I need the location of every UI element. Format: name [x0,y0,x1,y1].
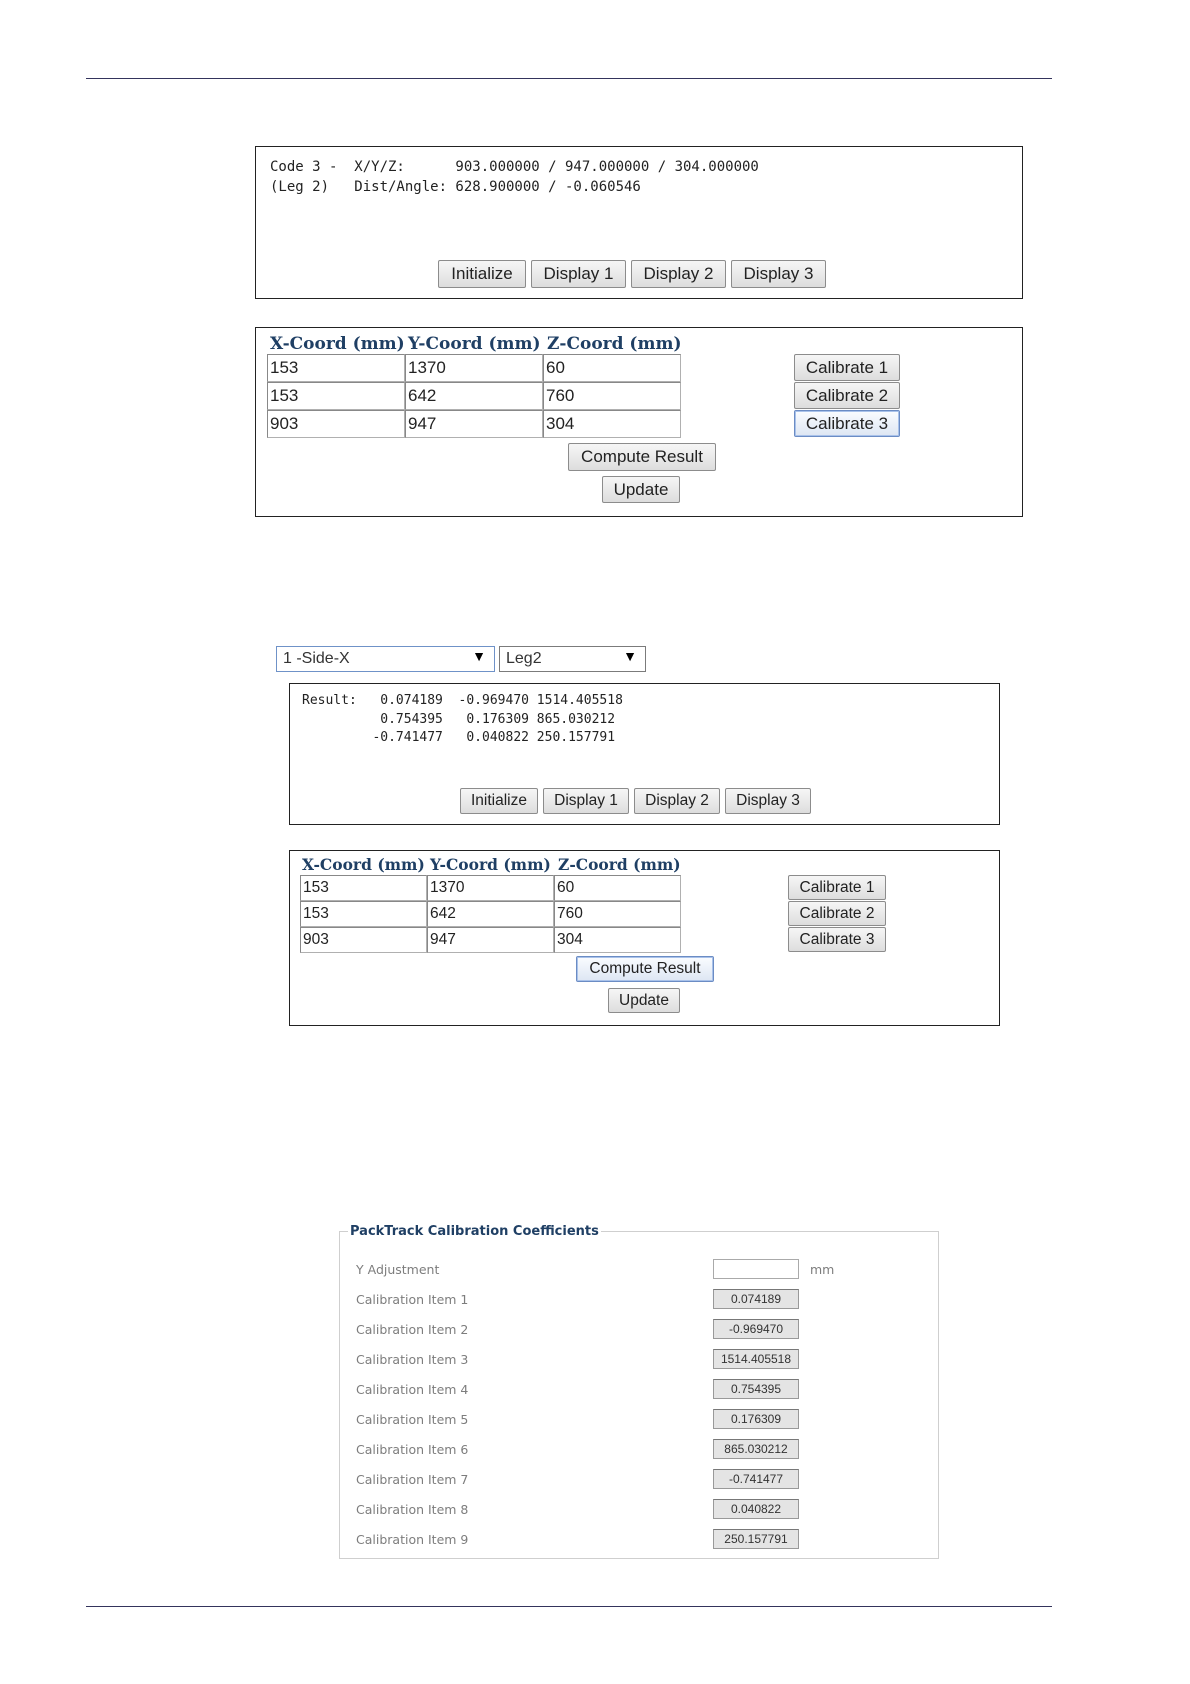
leg-select-value: Leg2 [506,650,542,667]
calibration-item-value: 250.157791 [713,1529,799,1549]
coordinate-headers [270,334,682,354]
x-coord-input[interactable]: 153 [267,382,405,410]
initialize-button[interactable]: Initialize [460,788,538,814]
calibration-item-label: Calibration Item 4 [356,1382,469,1397]
calibration-item-row [340,1529,938,1551]
calibrate-2-button[interactable]: Calibrate 2 [788,901,886,926]
result-output-text: Result: 0.074189 -0.969470 1514.405518 0.754395 0.176309 865.030212 -0.741477 0.040822 250.157791 [302,693,623,745]
calibrate-3-button[interactable]: Calibrate 3 [794,410,900,437]
calibration-item-value: 0.040822 [713,1499,799,1519]
packtrack-legend: PackTrack Calibration Coefficients [350,1224,599,1239]
calibration-item-value: -0.969470 [713,1319,799,1339]
display-2-button[interactable]: Display 2 [634,788,720,814]
initialize-button[interactable]: Initialize [438,260,526,288]
y-coord-header: Y-Coord (mm) [430,855,551,874]
coordinate-form-panel-2 [289,850,1000,1026]
y-coord-input[interactable]: 947 [427,927,554,953]
calibrate-2-button[interactable]: Calibrate 2 [794,382,900,409]
compute-result-button[interactable]: Compute Result [576,956,714,982]
y-coord-header: Y-Coord (mm) [408,334,541,354]
update-button[interactable]: Update [602,476,680,503]
z-coord-input[interactable]: 304 [554,927,681,953]
top-rule [86,78,1052,79]
console-output-panel-1 [255,146,1023,299]
y-coord-input[interactable]: 1370 [405,354,543,382]
calibration-item-label: Calibration Item 9 [356,1532,469,1547]
display-1-button[interactable]: Display 1 [531,260,626,288]
console-output-text: Code 3 - X/Y/Z: 903.000000 / 947.000000 / 304.000000 (Leg 2) Dist/Angle: 628.900000 / -0.060546 [270,159,759,195]
x-coord-input[interactable]: 153 [300,901,427,927]
update-button[interactable]: Update [608,988,680,1013]
x-coord-input[interactable]: 153 [300,875,427,901]
calibration-item-row [340,1349,938,1371]
calibration-item-row [340,1319,938,1341]
y-adjustment-label: Y Adjustment [356,1262,440,1277]
y-coord-input[interactable]: 1370 [427,875,554,901]
calibration-item-row [340,1499,938,1521]
table-row [300,927,681,953]
coordinate-table [300,875,681,953]
coordinate-table [267,354,681,438]
calibrate-1-button[interactable]: Calibrate 1 [788,875,886,900]
calibration-item-value: 0.074189 [713,1289,799,1309]
chevron-down-icon: ▼ [623,648,637,664]
table-row [267,410,681,438]
calibration-item-value: 865.030212 [713,1439,799,1459]
y-coord-input[interactable]: 947 [405,410,543,438]
display-3-button[interactable]: Display 3 [731,260,826,288]
z-coord-header: Z-Coord (mm) [558,855,681,874]
z-coord-input[interactable]: 60 [543,354,681,382]
calibration-item-label: Calibration Item 1 [356,1292,469,1307]
calibration-item-row [340,1409,938,1431]
bottom-rule [86,1606,1052,1607]
table-row [300,875,681,901]
coordinate-headers [302,855,681,874]
calibration-item-value: 1514.405518 [713,1349,799,1369]
calibration-item-label: Calibration Item 2 [356,1322,469,1337]
y-coord-input[interactable]: 642 [427,901,554,927]
table-row [300,901,681,927]
side-select-value: 1 -Side-X [283,650,350,667]
y-adjustment-unit: mm [810,1262,835,1277]
z-coord-input[interactable]: 304 [543,410,681,438]
z-coord-input[interactable]: 60 [554,875,681,901]
calibrate-1-button[interactable]: Calibrate 1 [794,354,900,381]
display-1-button[interactable]: Display 1 [543,788,629,814]
calibration-item-label: Calibration Item 3 [356,1352,469,1367]
z-coord-input[interactable]: 760 [543,382,681,410]
x-coord-header: X-Coord (mm) [302,855,425,874]
table-row [267,382,681,410]
packtrack-calibration-fieldset [339,1224,939,1559]
z-coord-header: Z-Coord (mm) [547,334,682,354]
x-coord-header: X-Coord (mm) [270,334,405,354]
calibration-item-value: 0.176309 [713,1409,799,1429]
calibration-item-label: Calibration Item 8 [356,1502,469,1517]
calibration-item-row [340,1439,938,1461]
leg-select[interactable] [499,646,646,672]
compute-result-button[interactable]: Compute Result [568,443,716,471]
calibration-item-row [340,1379,938,1401]
calibration-item-row [340,1469,938,1491]
calibration-item-row [340,1289,938,1311]
calibration-item-value: -0.741477 [713,1469,799,1489]
y-adjustment-input[interactable] [713,1259,799,1279]
display-3-button[interactable]: Display 3 [725,788,811,814]
calibration-item-label: Calibration Item 6 [356,1442,469,1457]
z-coord-input[interactable]: 760 [554,901,681,927]
calibration-item-label: Calibration Item 7 [356,1472,469,1487]
y-coord-input[interactable]: 642 [405,382,543,410]
x-coord-input[interactable]: 153 [267,354,405,382]
side-select[interactable] [276,646,495,672]
coordinate-form-panel-1 [255,327,1023,517]
x-coord-input[interactable]: 903 [267,410,405,438]
y-adjustment-row [340,1259,938,1281]
table-row [267,354,681,382]
chevron-down-icon: ▼ [472,648,486,664]
display-2-button[interactable]: Display 2 [631,260,726,288]
calibration-item-label: Calibration Item 5 [356,1412,469,1427]
calibrate-3-button[interactable]: Calibrate 3 [788,927,886,952]
console-output-panel-2 [289,683,1000,825]
x-coord-input[interactable]: 903 [300,927,427,953]
calibration-item-value: 0.754395 [713,1379,799,1399]
